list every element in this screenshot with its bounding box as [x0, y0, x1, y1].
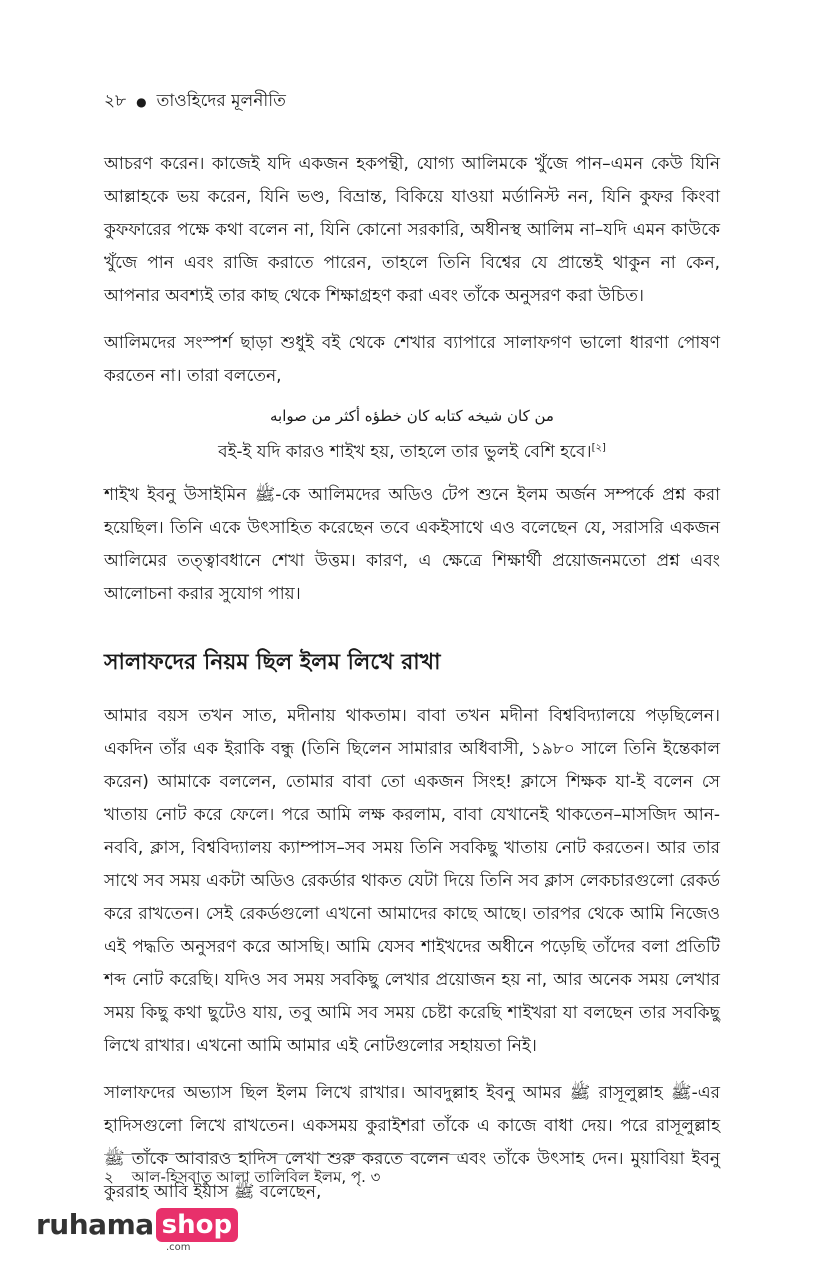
paragraph: সালাফদের অভ্যাস ছিল ইলম লিখে রাখার। আবদুল্লাহ ইবনু আমর ﷺ রাসূলুল্লাহ ﷺ-এর হাদিসগুলো লিখে রাখতেন। একসময় কুরাইশরা তাঁকে এ কাজে বাধা দেয়। পরে রাসূলুল্লাহ ﷺ তাঁকে আবারও হাদিস লেখা শুরু করতে বলেন এবং তাঁকে উৎসাহ দেন। মুয়াবিয়া ইবনু কুররাহ আবি ইয়াস ﷺ বলেছেন, [104, 1083, 720, 1202]
logo-suffix: .com [166, 1242, 191, 1253]
paragraph: আলিমদের সংস্পর্শ ছাড়া শুধুই বই থেকে শেখার ব্যাপারে সালাফগণ ভালো ধারণা পোষণ করতেন না। তারা বলতেন, [104, 333, 720, 386]
footnote-ref[interactable]: [২] [591, 442, 606, 454]
arabic-quote: من كان شيخه كتابه كان خطؤه أكثر من صوابه [270, 407, 554, 425]
footnote-divider [104, 1154, 476, 1155]
paragraph: আচরণ করেন। কাজেই যদি একজন হকপন্থী, যোগ্য আলিমকে খুঁজে পান–এমন কেউ যিনি আল্লাহকে ভয় করেন, যিনি ভণ্ড, বিভ্রান্ত, বিকিয়ে যাওয়া মর্ডানিস্ট নন, যিনি কুফর কিংবা কুফফারের পক্ষে কথা বলেন না, যিনি কোনো সরকারি, অধীনস্থ আলিম না–যদি এমন কাউকে খুঁজে পান এবং রাজি করাতে পারেন, তাহলে তিনি বিশ্বের যে প্রান্তেই থাকুন না কেন, আপনার অবশ্যই তার কাছ থেকে শিক্ষাগ্রহণ করা এবং তাঁকে অনুসরণ করা উচিত। [104, 154, 720, 306]
page-header [104, 88, 286, 116]
footnote [104, 1166, 380, 1191]
logo-main: ruhama [36, 1208, 154, 1241]
paragraph: আমার বয়স তখন সাত, মদীনায় থাকতাম। বাবা তখন মদীনা বিশ্ববিদ্যালয়ে পড়ছিলেন। একদিন তাঁর এক ইরাকি বন্ধু (তিনি ছিলেন সামারার অধিবাসী, ১৯৮০ সালে তিনি ইন্তেকাল করেন) আমাকে বললেন, তোমার বাবা তো একজন সিংহ! ক্লাসে শিক্ষক যা-ই বলেন সে খাতায় নোট করে ফেলে। পরে আমি লক্ষ করলাম, বাবা যেখানেই থাকতেন–মাসজিদ আন-নববি, ক্লাস, বিশ্ববিদ্যালয় ক্যাম্পাস–সব সময় তিনি সবকিছু খাতায় নোট করতেন। আর তার সাথে সব সময় একটা অডিও রেকর্ডার থাকত যেটা দিয়ে তিনি সব ক্লাস লেকচারগুলো রেকর্ড করে রাখতেন। সেই রেকর্ডগুলো এখনো আমাদের কাছে আছে। তারপর থেকে আমি নিজেও এই পদ্ধতি অনুসরণ করে আসছি। আমি যেসব শাইখদের অধীনে পড়েছি তাঁদের বলা প্রতিটি শব্দ নোট করেছি। যদিও সব সময় সবকিছু লেখার প্রয়োজন হয় না, আর অনেক সময় লেখার সময় কিছু কথা ছুটেও যায়, তবু আমি সব সময় চেষ্টা করেছি শাইখরা যা বলছেন তার সবকিছু লিখে রাখার। এখনো আমি আমার এই নোটগুলোর সহায়তা নিই। [104, 706, 720, 1056]
page-number: ২৮ [104, 91, 127, 111]
bullet-icon: ● [136, 95, 147, 109]
section-heading: সালাফদের নিয়ম ছিল ইলম লিখে রাখা [104, 650, 441, 675]
footnote-text: আল-হিসবাতু আলা তালিবিল ইলম, পৃ. ৩ [131, 1168, 381, 1186]
logo-shop-badge: shop [156, 1208, 238, 1242]
ruhamashop-logo [36, 1208, 238, 1253]
paragraph: শাইখ ইবনু উসাইমিন ﷺ-কে আলিমদের অডিও টেপ শুনে ইলম অর্জন সম্পর্কে প্রশ্ন করা হয়েছিল। তিনি একে উৎসাহিত করেছেন তবে একইসাথে এও বলেছেন যে, সরাসরি একজন আলিমের তত্ত্বাবধানে শেখা উত্তম। কারণ, এ ক্ষেত্রে শিক্ষার্থী প্রয়োজনমতো প্রশ্ন এবং আলোচনা করার সুযোগ পায়। [104, 485, 720, 604]
page-body [104, 148, 720, 1223]
quote-translation [104, 439, 720, 467]
footnote-number: ২ [104, 1168, 114, 1186]
running-title: তাওহিদের মূলনীতি [156, 91, 286, 111]
translation-text: বই-ই যদি কারও শাইখ হয়, তাহলে তার ভুলই বেশি হবে। [218, 442, 592, 462]
